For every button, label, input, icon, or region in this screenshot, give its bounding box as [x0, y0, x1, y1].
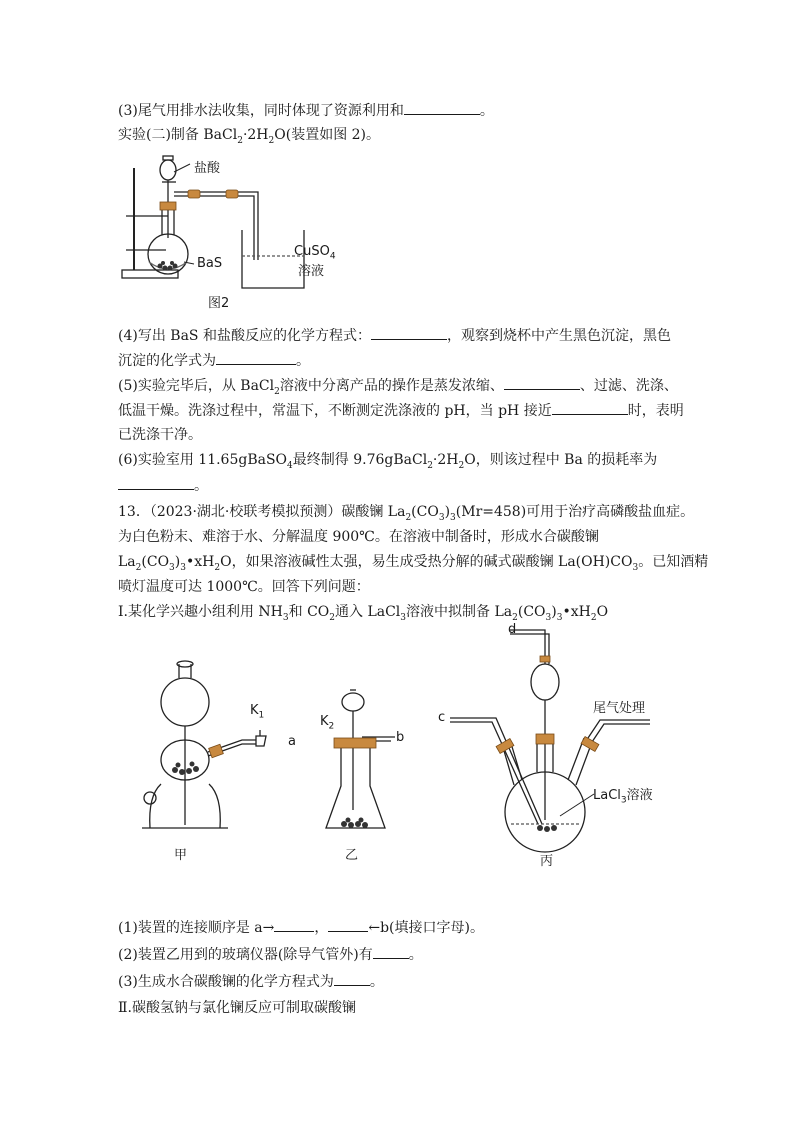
- conical-flask: [326, 690, 395, 828]
- question-13-line4: 喷灯温度可达 1000℃。回答下列问题：: [118, 579, 370, 595]
- question-4: (4)写出 BaS 和盐酸反应的化学方程式： ，观察到烧杯中产生黑色沉淀，黑色: [118, 325, 671, 346]
- label-k1: $K_1$: [250, 703, 265, 721]
- answer-blank: [404, 100, 480, 115]
- label-lacl3-solution: LaCl$_3$溶液: [593, 788, 653, 806]
- question-4-cont: 沉淀的化学式为 。: [118, 350, 310, 371]
- label-port-c: c: [438, 710, 446, 725]
- sub-question-2: (2)装置乙用到的玻璃仪器(除导气管外)有 。: [118, 944, 423, 965]
- label-bas: BaS: [197, 256, 223, 271]
- label-solution: 溶液: [298, 264, 325, 279]
- stopper: [536, 734, 554, 744]
- hose-joint: [226, 190, 238, 198]
- figure-3-apparatus: [130, 620, 670, 880]
- stopper: [540, 656, 550, 662]
- question-13-line2: 为白色粉末、难溶于水、分解温度 900℃。在溶液中制备时，形成水合碳酸镧: [118, 529, 599, 545]
- caption-yi: 乙: [345, 848, 359, 863]
- figure-2-apparatus: [118, 150, 358, 310]
- question-13-line3: $La_2(CO_3)_3•xH_2O$，如果溶液碱性太强，易生成受热分解的碱式碳酸镧 $La(OH)CO_3$。已知酒精: [118, 554, 709, 573]
- question-5-cont: 低温干燥。洗涤过程中，常温下，不断测定洗涤液的 pH，当 pH 接近 时，表明: [118, 400, 684, 421]
- question-13: 13．（2023·湖北·校联考模拟预测）碳酸镧 $La_2(CO_3)_3(Mr=458)$可用于治疗高磷酸盐血症。: [118, 504, 695, 523]
- label-port-a: a: [288, 734, 296, 749]
- label-port-d: d: [508, 622, 517, 637]
- label-cuso4: CuSO$_4$: [294, 244, 336, 262]
- kipp-generator: [142, 661, 266, 828]
- caption-jia: 甲: [174, 848, 188, 863]
- question-5: (5)实验完毕后，从 BaCl$_2$溶液中分离产品的操作是蒸发浓缩、 、过滤、洗涤、: [118, 375, 678, 402]
- question-5-end: 已洗涤干净。: [118, 427, 202, 443]
- part-2-heading: Ⅱ.碳酸氢钠与氯化镧反应可制取碳酸镧: [118, 1000, 356, 1016]
- label-port-b: b: [396, 730, 405, 745]
- stopper: [160, 202, 176, 210]
- label-k2: $K_2$: [320, 714, 335, 732]
- part-1-heading: Ⅰ.某化学兴趣小组利用 $NH_3$和 $CO_2$通入 LaCl$_3$溶液中拟制备 $La_2(CO_3)_3•xH_2O$: [118, 604, 609, 623]
- dropping-funnel: [160, 160, 176, 180]
- label-hydrochloric-acid: 盐酸: [194, 161, 221, 176]
- figure-2-caption: 图2: [208, 296, 230, 311]
- experiment-2-heading: 实验(二)制备 $BaCl_2\cdot 2H_2O$(装置如图 2)。: [118, 127, 381, 146]
- sub-question-3: (3)生成水合碳酸镧的化学方程式为 。: [118, 971, 384, 992]
- caption-bing: 丙: [540, 854, 554, 869]
- stopper: [209, 744, 224, 758]
- question-6-cont: 。: [118, 475, 208, 496]
- question-6: (6)实验室用 11.65gBaSO$_4$最终制得 $9.76gBaCl_2\cdot 2H_2O$，则该过程中 Ba 的损耗率为: [118, 452, 658, 471]
- sub-question-1: (1)装置的连接顺序是 a→ ， ←b(填接口字母)。: [118, 917, 484, 938]
- hose-joint: [188, 190, 200, 198]
- question-3: (3)尾气用排水法收集，同时体现了资源利用和 。: [118, 100, 494, 121]
- stopper: [334, 738, 376, 748]
- label-exhaust-treatment: 尾气处理: [593, 701, 646, 716]
